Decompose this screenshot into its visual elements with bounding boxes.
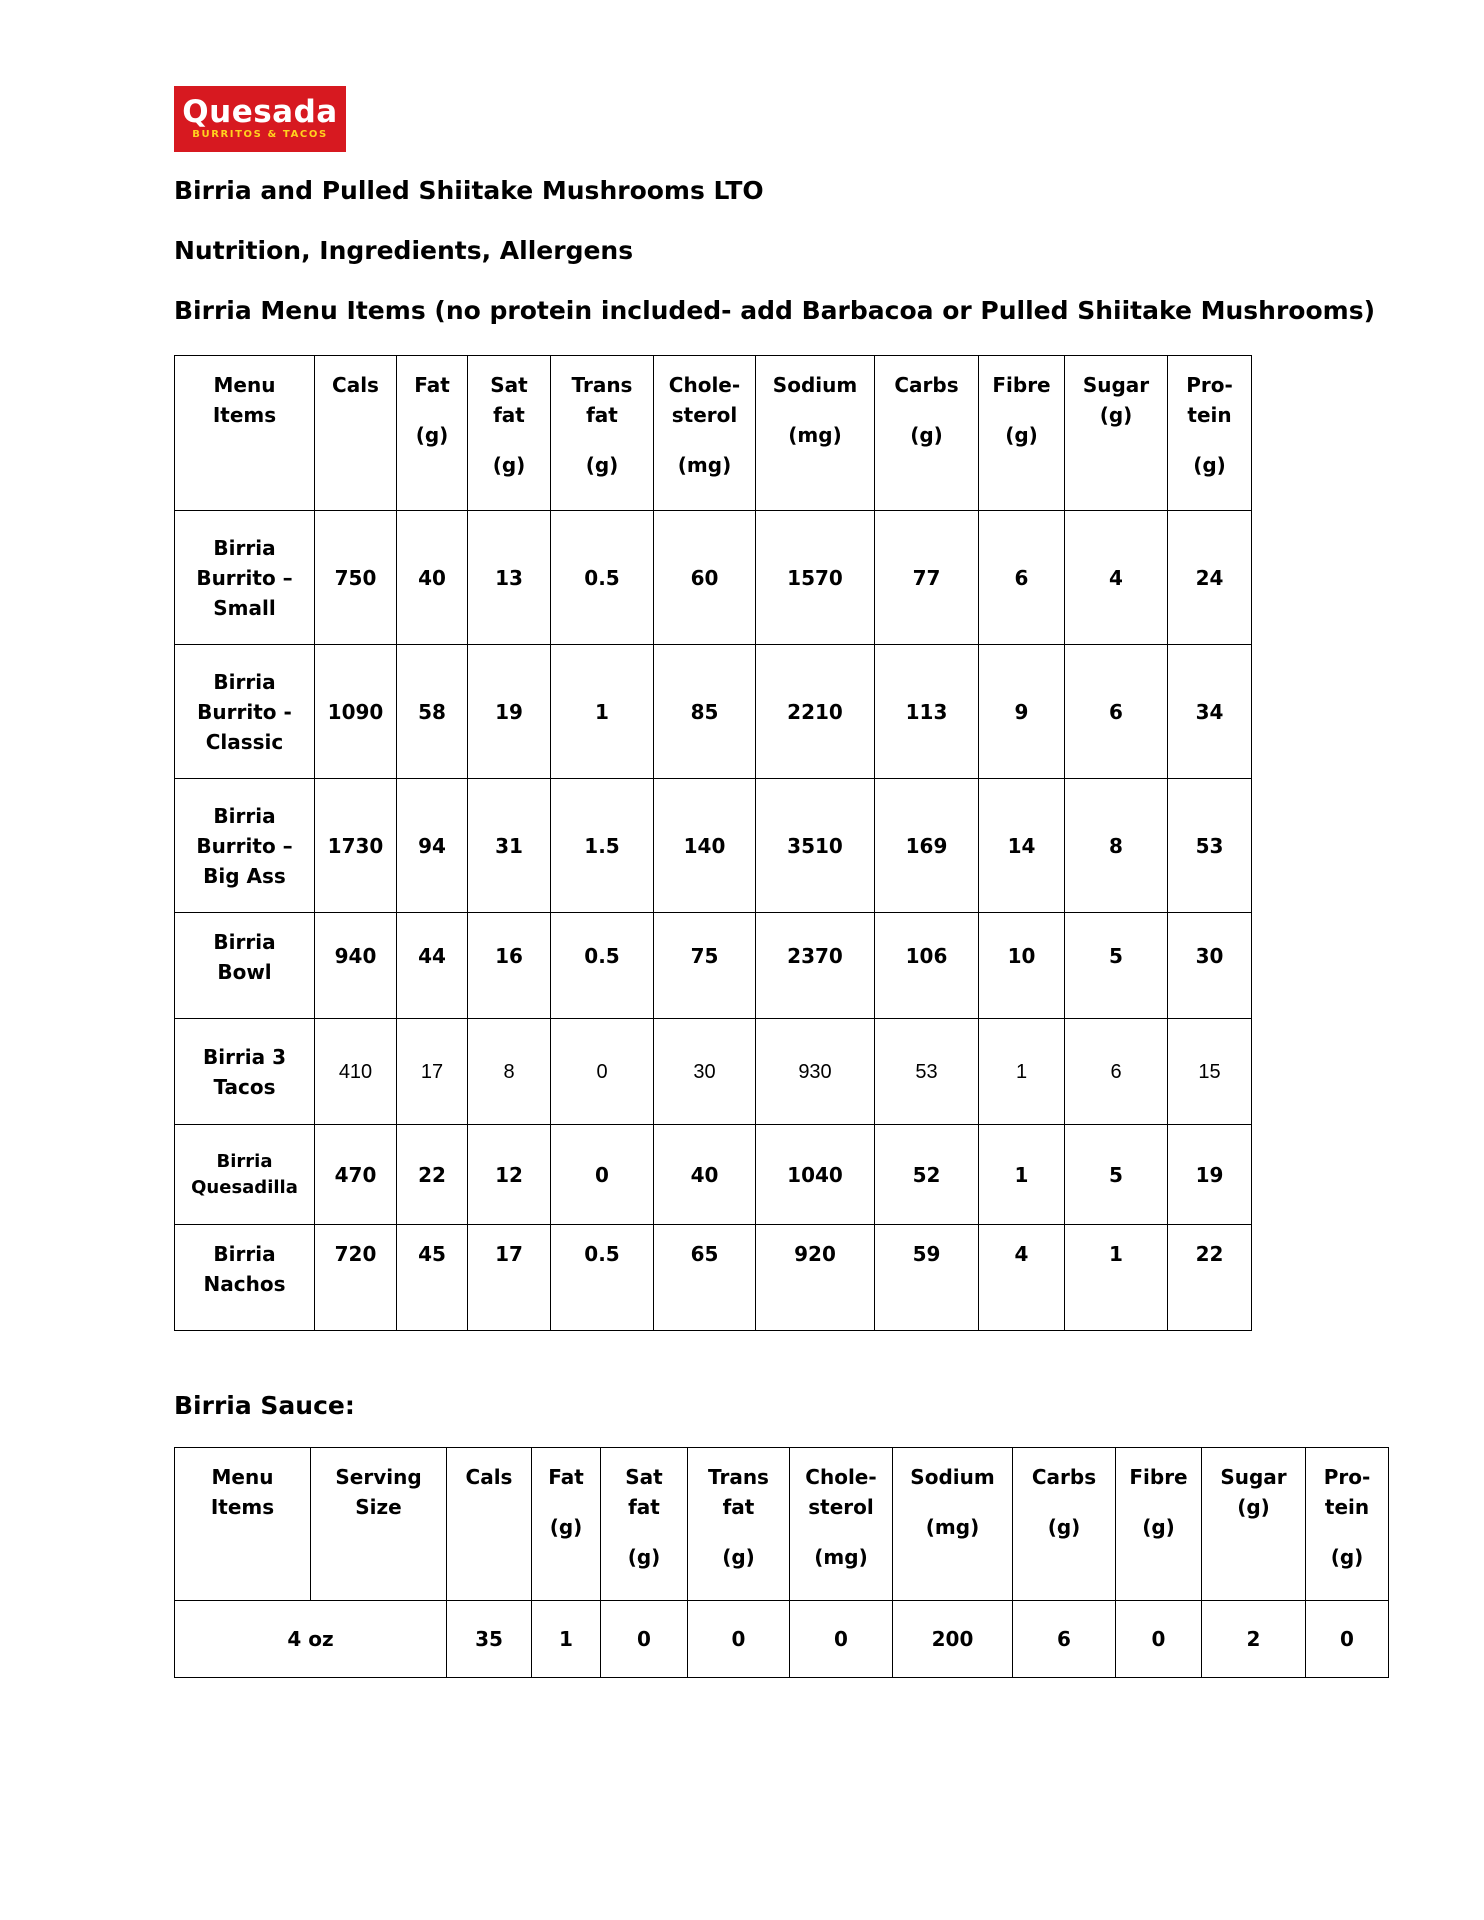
menu-item-name: Birria Bowl [175, 913, 315, 1019]
value-fibre: 4 [979, 1225, 1065, 1331]
value-sugar: 8 [1065, 779, 1168, 913]
value-fat: 45 [397, 1225, 468, 1331]
logo-sub-text: BURRITOS & TACOS [192, 129, 328, 140]
value-fat: 58 [397, 645, 468, 779]
value-sugar: 6 [1065, 1019, 1168, 1125]
value-cals: 470 [315, 1125, 397, 1225]
value-fat: 22 [397, 1125, 468, 1225]
value-carbs: 77 [875, 511, 979, 645]
value-sodium: 200 [893, 1601, 1013, 1678]
value-protein: 15 [1168, 1019, 1252, 1125]
header-menu-items: Menu Items [175, 1448, 311, 1601]
sauce-heading: Birria Sauce: [174, 1391, 355, 1420]
value-fat: 17 [397, 1019, 468, 1125]
value-carbs: 169 [875, 779, 979, 913]
value-sat-fat: 0 [601, 1601, 688, 1678]
value-cals: 1090 [315, 645, 397, 779]
menu-item-name: Birria Burrito – Big Ass [175, 779, 315, 913]
value-cholesterol: 40 [654, 1125, 756, 1225]
value-protein: 24 [1168, 511, 1252, 645]
value-trans-fat: 0 [551, 1019, 654, 1125]
header-sat-fat: Sat fat (g) [601, 1448, 688, 1601]
value-carbs: 52 [875, 1125, 979, 1225]
value-sat-fat: 17 [468, 1225, 551, 1331]
table-row [175, 913, 1252, 1019]
quesada-logo [174, 86, 346, 152]
value-fibre: 9 [979, 645, 1065, 779]
header-protein: Pro- tein (g) [1306, 1448, 1389, 1601]
value-carbs: 106 [875, 913, 979, 1019]
value-trans-fat: 0.5 [551, 1225, 654, 1331]
sauce-nutrition-table [174, 1447, 1389, 1678]
value-sat-fat: 19 [468, 645, 551, 779]
value-fat: 44 [397, 913, 468, 1019]
value-sodium: 930 [756, 1019, 875, 1125]
table-row [175, 645, 1252, 779]
header-fat: Fat (g) [532, 1448, 601, 1601]
table-row [175, 1225, 1252, 1331]
value-trans-fat: 1.5 [551, 779, 654, 913]
value-cals: 750 [315, 511, 397, 645]
value-sugar: 2 [1202, 1601, 1306, 1678]
header-sat-fat: Sat fat (g) [468, 356, 551, 511]
header-trans-fat: Trans fat (g) [551, 356, 654, 511]
value-cholesterol: 85 [654, 645, 756, 779]
value-fat: 40 [397, 511, 468, 645]
table-row [175, 1601, 1389, 1678]
value-sodium: 920 [756, 1225, 875, 1331]
value-sugar: 5 [1065, 913, 1168, 1019]
header-sodium: Sodium (mg) [893, 1448, 1013, 1601]
menu-items-heading: Birria Menu Items (no protein included- add Barbacoa or Pulled Shiitake Mushrooms) [174, 296, 1376, 325]
value-carbs: 6 [1013, 1601, 1116, 1678]
value-carbs: 59 [875, 1225, 979, 1331]
value-fibre: 14 [979, 779, 1065, 913]
value-carbs: 53 [875, 1019, 979, 1125]
table-row [175, 1019, 1252, 1125]
value-cholesterol: 140 [654, 779, 756, 913]
value-fibre: 0 [1116, 1601, 1202, 1678]
value-fibre: 1 [979, 1125, 1065, 1225]
header-serving-size: Serving Size [311, 1448, 447, 1601]
value-trans-fat: 0 [551, 1125, 654, 1225]
header-fat: Fat (g) [397, 356, 468, 511]
value-sodium: 1040 [756, 1125, 875, 1225]
value-fibre: 10 [979, 913, 1065, 1019]
value-sat-fat: 12 [468, 1125, 551, 1225]
value-protein: 19 [1168, 1125, 1252, 1225]
header-menu-items: Menu Items [175, 356, 315, 511]
header-carbs: Carbs (g) [875, 356, 979, 511]
table-row [175, 1125, 1252, 1225]
value-protein: 53 [1168, 779, 1252, 913]
value-fibre: 1 [979, 1019, 1065, 1125]
value-protein: 22 [1168, 1225, 1252, 1331]
value-cals: 35 [447, 1601, 532, 1678]
value-fat: 1 [532, 1601, 601, 1678]
document-title: Birria and Pulled Shiitake Mushrooms LTO [174, 176, 764, 205]
value-trans-fat: 0 [688, 1601, 790, 1678]
value-cholesterol: 30 [654, 1019, 756, 1125]
value-sat-fat: 8 [468, 1019, 551, 1125]
value-cals: 940 [315, 913, 397, 1019]
value-cals: 410 [315, 1019, 397, 1125]
value-sugar: 5 [1065, 1125, 1168, 1225]
value-cholesterol: 75 [654, 913, 756, 1019]
menu-item-name: Birria Quesadilla [175, 1125, 315, 1225]
menu-nutrition-table [174, 355, 1252, 1331]
menu-item-name: Birria Nachos [175, 1225, 315, 1331]
value-sugar: 6 [1065, 645, 1168, 779]
header-sugar: Sugar (g) [1065, 356, 1168, 511]
menu-item-name: Birria 3 Tacos [175, 1019, 315, 1125]
value-cholesterol: 60 [654, 511, 756, 645]
header-carbs: Carbs (g) [1013, 1448, 1116, 1601]
header-protein: Pro- tein (g) [1168, 356, 1252, 511]
header-trans-fat: Trans fat (g) [688, 1448, 790, 1601]
value-cals: 1730 [315, 779, 397, 913]
menu-item-name: Birria Burrito - Classic [175, 645, 315, 779]
header-sugar: Sugar (g) [1202, 1448, 1306, 1601]
value-sat-fat: 31 [468, 779, 551, 913]
value-sat-fat: 13 [468, 511, 551, 645]
menu-table-header-row [175, 356, 1252, 511]
table-row [175, 511, 1252, 645]
value-protein: 0 [1306, 1601, 1389, 1678]
value-fat: 94 [397, 779, 468, 913]
value-trans-fat: 0.5 [551, 511, 654, 645]
document-subtitle: Nutrition, Ingredients, Allergens [174, 236, 634, 265]
value-trans-fat: 0.5 [551, 913, 654, 1019]
value-sodium: 3510 [756, 779, 875, 913]
value-protein: 30 [1168, 913, 1252, 1019]
value-trans-fat: 1 [551, 645, 654, 779]
value-sodium: 2210 [756, 645, 875, 779]
header-cholesterol: Chole- sterol (mg) [654, 356, 756, 511]
value-fibre: 6 [979, 511, 1065, 645]
header-cals: Cals [447, 1448, 532, 1601]
header-fibre: Fibre (g) [1116, 1448, 1202, 1601]
table-row [175, 779, 1252, 913]
value-sodium: 2370 [756, 913, 875, 1019]
value-sat-fat: 16 [468, 913, 551, 1019]
value-protein: 34 [1168, 645, 1252, 779]
header-cholesterol: Chole- sterol (mg) [790, 1448, 893, 1601]
value-sodium: 1570 [756, 511, 875, 645]
value-cholesterol: 65 [654, 1225, 756, 1331]
sauce-table-header-row [175, 1448, 1389, 1601]
logo-main-text: Quesada [182, 94, 338, 130]
value-cholesterol: 0 [790, 1601, 893, 1678]
value-sugar: 4 [1065, 511, 1168, 645]
menu-item-name: Birria Burrito – Small [175, 511, 315, 645]
value-serving-size: 4 oz [175, 1601, 447, 1678]
value-sugar: 1 [1065, 1225, 1168, 1331]
header-cals: Cals [315, 356, 397, 511]
value-cals: 720 [315, 1225, 397, 1331]
header-sodium: Sodium (mg) [756, 356, 875, 511]
header-fibre: Fibre (g) [979, 356, 1065, 511]
value-carbs: 113 [875, 645, 979, 779]
